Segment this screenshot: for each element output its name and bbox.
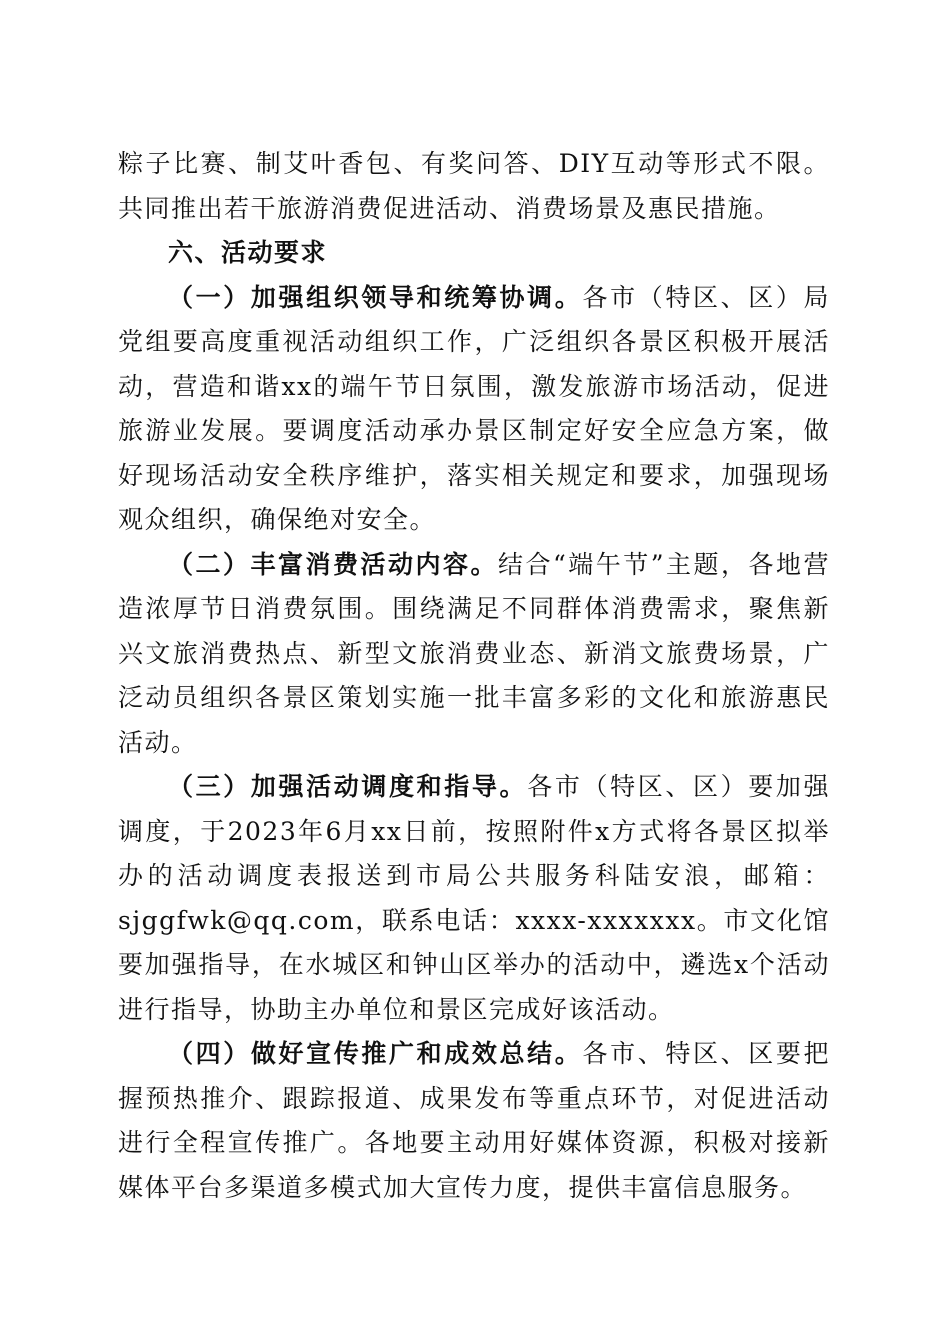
document-page (118, 142, 830, 1210)
requirement-item-2 (118, 543, 830, 766)
item-body: 各市（特区、区）要加强调度，于2023年6月xx日前，按照附件x方式将各景区拟举办的活动调度表报送到市局公共服务科陆安浪，邮箱：sjggfwk@qq.com，联系电话：xxxx-xxxxxxx。市文化馆要加强指导，在水城区和钟山区举办的活动中，遴选x个活动进行指导，协助主办单位和景区完成好该活动。 (118, 772, 830, 1024)
item-body: 各市（特区、区）局党组要高度重视活动组织工作，广泛组织各景区积极开展活动，营造和谐xx的端午节日氛围，激发旅游市场活动，促进旅游业发展。要调度活动承办景区制定好安全应急方案，做好现场活动安全秩序维护，落实相关规定和要求，加强现场观众组织，确保绝对安全。 (118, 282, 830, 534)
item-body: 各市、特区、区要把握预热推介、跟踪报道、成果发布等重点环节，对促进活动进行全程宣传推广。各地要主动用好媒体资源，积极对接新媒体平台多渠道多模式加大宣传力度，提供丰富信息服务。 (118, 1039, 830, 1202)
requirement-item-4 (118, 1032, 830, 1210)
item-lead: （一）加强组织领导和统筹协调。 (168, 282, 583, 312)
section-heading: 六、活动要求 (168, 238, 328, 267)
requirement-item-3 (118, 765, 830, 1032)
item-lead: （二）丰富消费活动内容。 (168, 549, 498, 579)
item-body: 结合“端午节”主题，各地营造浓厚节日消费氛围。围绕满足不同群体消费需求，聚焦新兴文旅消费热点、新型文旅消费业态、新消文旅费场景，广泛动员组织各景区策划实施一批丰富多彩的文化和旅游惠民活动。 (118, 549, 830, 757)
opening-paragraph: 粽子比赛、制艾叶香包、有奖问答、DIY互动等形式不限。共同推出若干旅游消费促进活动、消费场景及惠民措施。 (118, 149, 830, 223)
item-lead: （三）加强活动调度和指导。 (168, 772, 528, 801)
item-lead: （四）做好宣传推广和成效总结。 (168, 1039, 583, 1068)
requirement-item-1 (118, 276, 830, 543)
